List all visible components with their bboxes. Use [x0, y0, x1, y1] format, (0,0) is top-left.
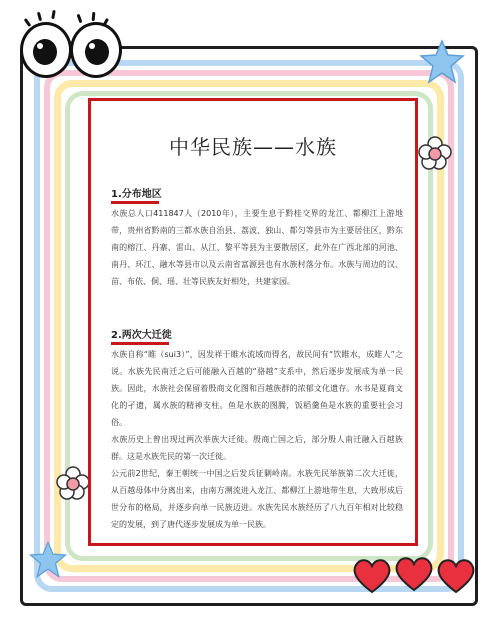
section-heading-text: 2.两次大迁徙 [111, 330, 172, 341]
eyelash-icon [77, 14, 83, 23]
section-heading [111, 185, 162, 204]
heart-icon [394, 556, 434, 592]
star-icon [28, 540, 68, 580]
section-paragraph: 水族历史上曾出现过两次举族大迁徙。殷商亡国之后，部分殷人南迁融入百越族群。这是水族先民的第一次迁徙。 [111, 435, 403, 461]
eyelash-icon [37, 12, 42, 21]
section-paragraph: 水族总人口411847人（2010年），主要生息于黔桂交界的龙江、都柳江上游地带，贵州省黔南的三都水族自治县、荔波、独山、都匀等县市为主要居住区，黔东南的榕江、丹寨、雷山、从江、黎平等县为主要散居区，此外在广西北部的河池、南丹、环江、融水等县市以及云南省富源县也有水族村落分布。水族与周边的汉、苗、布依、侗、瑶、壮等民族友好相处，共建家园。 [111, 209, 403, 286]
left-eye-icon [20, 22, 72, 78]
heading-underline [111, 201, 159, 204]
heart-icon [352, 558, 392, 594]
page-title: 中华民族——水族 [169, 135, 337, 159]
section-paragraph: 公元前2世纪，秦王朝统一中国之后发兵征剿岭南。水族先民举族第二次大迁徙，从百越母体中分离出来，由南方溯流进入龙江、都柳江上游地带生息，大致形成后世分布的格局，并逐步向单一民族迈进。水族先民水族经历了八九百年相对比较稳定的发展，到了唐代逐步发展成为单一民族。 [111, 469, 403, 529]
heading-underline [111, 342, 169, 345]
heart-icon [436, 558, 476, 594]
right-eye-icon [70, 22, 122, 78]
flower-icon [56, 466, 90, 500]
section-heading-text: 1.分布地区 [111, 189, 162, 200]
section-heading [111, 326, 172, 345]
flower-icon [418, 136, 452, 170]
content-card [88, 98, 418, 546]
eyelash-icon [24, 18, 32, 27]
section-paragraph: 水族自称“睢（sui3）”，因发祥于睢水流域而得名，故民间有“饮睢水，成睢人”之说。水族先民南迁之后可能融入百越的“骆越”支系中，然后逐步发展成为单一民族。因此，水族社会保留着殷商文化图和百越族群的浓郁文化遗存。水书是夏商文化的孑遗，属水族的精神支柱。鱼是水族的图腾，饭稻羹鱼是水族的重要社会习俗。 [111, 350, 403, 427]
star-icon [418, 38, 466, 86]
eyelash-icon [92, 12, 96, 21]
eyelash-icon [51, 10, 56, 19]
